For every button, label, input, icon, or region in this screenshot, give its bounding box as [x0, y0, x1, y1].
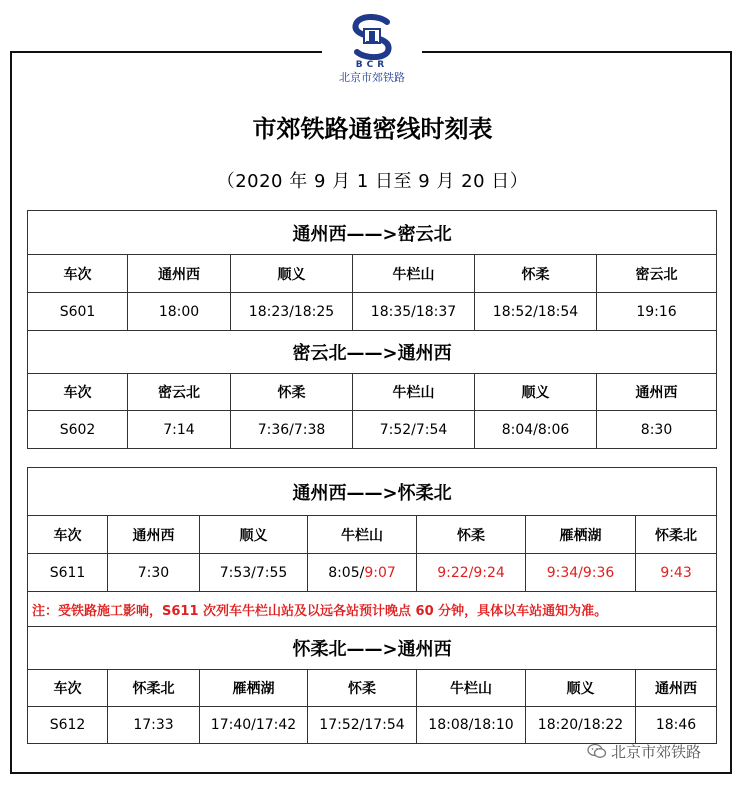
- column-header: 密云北: [597, 255, 717, 293]
- time-cell: 7:52/7:54: [353, 411, 475, 449]
- bcr-logo: [327, 14, 417, 85]
- time-cell: 17:52/17:54: [308, 707, 417, 744]
- time-cell: 8:04/8:06: [475, 411, 597, 449]
- time-cell: 7:14: [128, 411, 231, 449]
- column-header: 车次: [28, 670, 108, 707]
- time-cell: 18:00: [128, 293, 231, 331]
- column-header: 怀柔北: [108, 670, 200, 707]
- table-row: [28, 554, 717, 592]
- train-number: S611: [28, 554, 108, 592]
- time-cell: 18:35/18:37: [353, 293, 475, 331]
- train-number: S601: [28, 293, 128, 331]
- time-cell: 19:16: [597, 293, 717, 331]
- table-row: [28, 293, 717, 331]
- route-heading: 怀柔北——>通州西: [28, 627, 717, 670]
- table-row: [28, 707, 717, 744]
- time-cell: 17:33: [108, 707, 200, 744]
- watermark-text: 北京市郊铁路: [611, 743, 702, 761]
- column-header: 牛栏山: [417, 670, 526, 707]
- delay-notice: 注：受铁路施工影响，S611 次列车牛栏山站及以远各站预计晚点 60 分钟，具体以车站通知为准。: [28, 592, 717, 627]
- column-header: 通州西: [108, 516, 200, 554]
- time-cell: 18:20/18:22: [526, 707, 636, 744]
- column-header: 车次: [28, 516, 108, 554]
- watermark: [587, 741, 701, 763]
- time-cell: 18:23/18:25: [231, 293, 353, 331]
- column-header: 通州西: [636, 670, 717, 707]
- timetable-s601-s602: [27, 210, 717, 449]
- route-heading: 通州西——>密云北: [28, 211, 717, 255]
- column-header: 顺义: [200, 516, 308, 554]
- logo-abbr: BCR: [355, 60, 389, 70]
- wechat-icon: [587, 743, 607, 763]
- time-cell: 18:46: [636, 707, 717, 744]
- bcr-logo-icon: [347, 14, 397, 60]
- column-header: 怀柔北: [636, 516, 717, 554]
- column-header: 顺义: [526, 670, 636, 707]
- column-header: 怀柔: [475, 255, 597, 293]
- column-header: 车次: [28, 255, 128, 293]
- time-cell: [308, 554, 417, 592]
- column-header: 通州西: [128, 255, 231, 293]
- page-title: 市郊铁路通密线时刻表: [252, 115, 493, 143]
- train-number: S612: [28, 707, 108, 744]
- time-cell: 8:30: [597, 411, 717, 449]
- column-header: 牛栏山: [308, 516, 417, 554]
- column-header: 雁栖湖: [526, 516, 636, 554]
- time-cell: 18:08/18:10: [417, 707, 526, 744]
- time-cell: 7:36/7:38: [231, 411, 353, 449]
- column-header: 牛栏山: [353, 374, 475, 411]
- time-cell: 17:40/17:42: [200, 707, 308, 744]
- time-arrival: 8:05/: [328, 564, 365, 581]
- column-header: 怀柔: [231, 374, 353, 411]
- time-cell: 7:53/7:55: [200, 554, 308, 592]
- column-header: 怀柔: [417, 516, 526, 554]
- column-header: 密云北: [128, 374, 231, 411]
- column-header: 车次: [28, 374, 128, 411]
- column-header: 通州西: [597, 374, 717, 411]
- logo-name: 北京市郊铁路: [339, 71, 405, 84]
- time-cell-delayed: 9:34/9:36: [526, 554, 636, 592]
- column-header: 怀柔: [308, 670, 417, 707]
- train-number: S602: [28, 411, 128, 449]
- time-cell-delayed: 9:22/9:24: [417, 554, 526, 592]
- time-cell: 18:52/18:54: [475, 293, 597, 331]
- time-delayed: 9:07: [364, 564, 396, 581]
- column-header: 顺义: [475, 374, 597, 411]
- column-header: 雁栖湖: [200, 670, 308, 707]
- table-row: [28, 411, 717, 449]
- timetable-s611-s612: [27, 467, 717, 744]
- route-heading: 通州西——>怀柔北: [28, 468, 717, 516]
- time-cell: 7:30: [108, 554, 200, 592]
- date-range: （2020 年 9 月 1 日至 9 月 20 日）: [216, 171, 529, 192]
- column-header: 牛栏山: [353, 255, 475, 293]
- column-header: 顺义: [231, 255, 353, 293]
- time-cell-delayed: 9:43: [636, 554, 717, 592]
- route-heading: 密云北——>通州西: [28, 331, 717, 374]
